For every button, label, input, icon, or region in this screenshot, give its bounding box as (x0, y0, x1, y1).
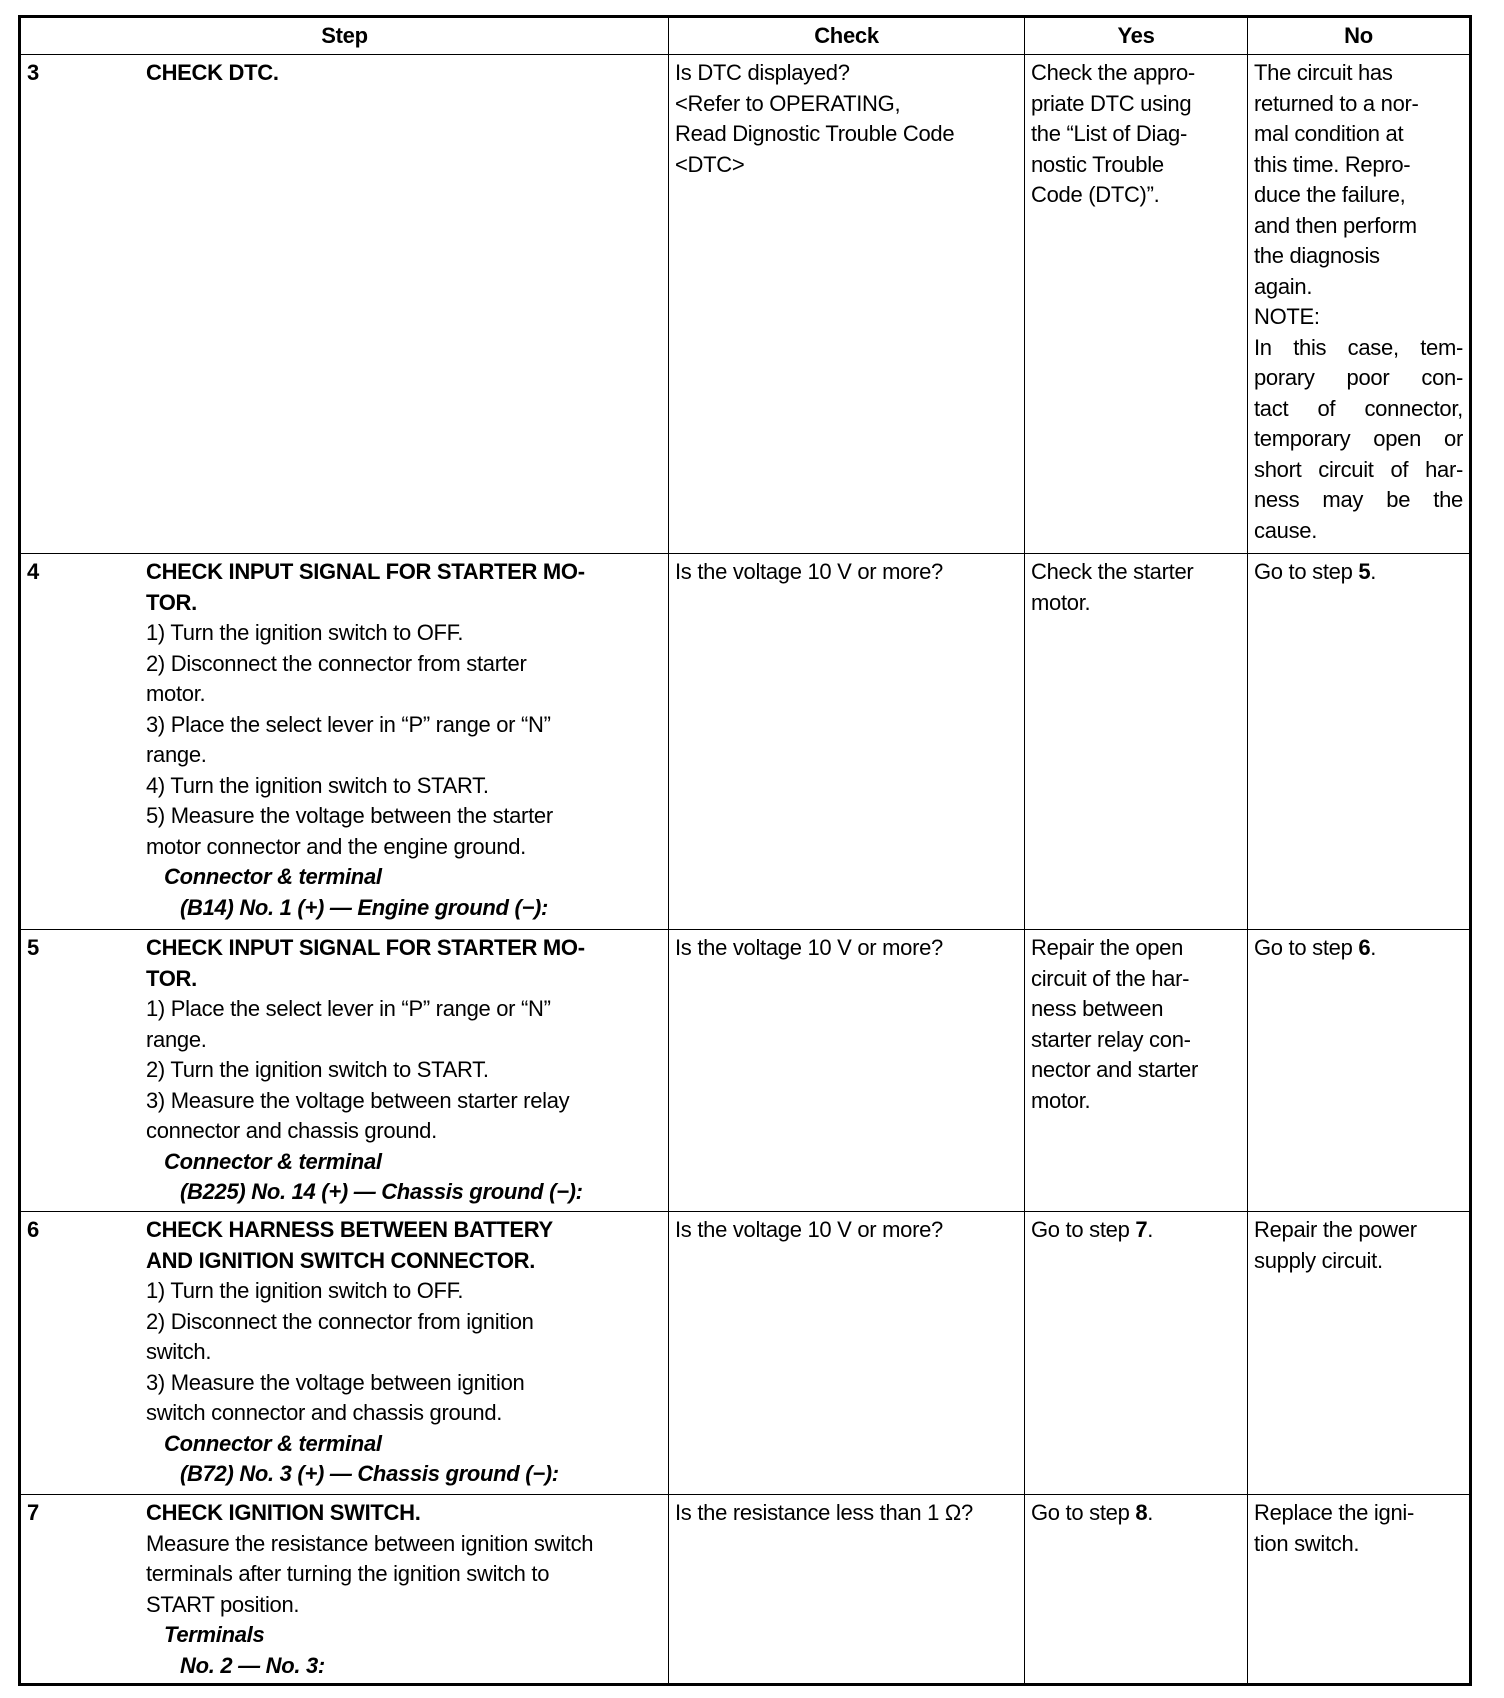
step-row-5 (20, 930, 1471, 1212)
step-number: 5 (27, 935, 39, 960)
note-text: temporary open or (1254, 426, 1463, 451)
no-cell (1248, 554, 1471, 930)
step-instruction: 2) Disconnect the connector from starter (146, 650, 527, 676)
step-link[interactable]: 8 (1135, 1500, 1148, 1525)
step-instruction: 3) Measure the voltage between starter relay (146, 1087, 570, 1113)
step-title: CHECK IGNITION SWITCH. (146, 1500, 421, 1525)
step-number: 7 (27, 1500, 39, 1525)
step-instruction: range. (146, 1026, 207, 1052)
step-instruction: range. (146, 742, 207, 767)
step-title: CHECK DTC. (146, 60, 279, 85)
no-action: Replace the igni- (1254, 1500, 1414, 1525)
no-action: supply circuit. (1254, 1247, 1383, 1273)
note-text: tact of connector, (1254, 395, 1463, 421)
no-action: Repair the power (1254, 1217, 1417, 1242)
yes-action: circuit of the har- (1031, 965, 1190, 991)
check-cell (669, 55, 1025, 554)
step-instruction: Measure the resistance between ignition switch (146, 1530, 594, 1556)
step-instruction: 5) Measure the voltage between the starter (146, 803, 553, 828)
step-instruction: connector and chassis ground. (146, 1118, 437, 1143)
spec-value: (B14) No. 1 (+) — Engine ground (−): (180, 894, 549, 920)
step-instruction: START position. (146, 1591, 300, 1617)
diagnostic-table (18, 15, 1472, 1686)
spec-value: (B225) No. 14 (+) — Chassis ground (−): (180, 1179, 583, 1204)
header-row (20, 17, 1471, 55)
check-question: Is the voltage 10 V or more? (675, 1217, 943, 1242)
step-instruction: motor connector and the engine ground. (146, 833, 526, 859)
yes-action: motor. (1031, 1087, 1091, 1113)
step-instruction: terminals after turning the ignition switch to (146, 1561, 550, 1586)
no-action: returned to a nor- (1254, 90, 1419, 116)
step-title: AND IGNITION SWITCH CONNECTOR. (146, 1247, 536, 1273)
note-text: short circuit of har- (1254, 456, 1463, 482)
note-label: NOTE: (1254, 304, 1320, 329)
no-cell (1248, 1212, 1471, 1495)
yes-action: Check the appro- (1031, 60, 1195, 85)
yes-action: motor. (1031, 589, 1091, 615)
spec-value: (B72) No. 3 (+) — Chassis ground (−): (180, 1461, 559, 1486)
step-instruction: 3) Measure the voltage between ignition (146, 1369, 525, 1395)
step-link[interactable]: 5 (1358, 559, 1371, 584)
spec-label: Connector & terminal (164, 1430, 382, 1456)
step-row-7 (20, 1495, 1471, 1685)
spec-label: Connector & terminal (164, 864, 382, 889)
header-step: Step (20, 17, 669, 55)
no-cell (1248, 1495, 1471, 1685)
yes-cell (1025, 55, 1248, 554)
step-cell (20, 930, 669, 1212)
step-title: TOR. (146, 965, 197, 991)
yes-action: priate DTC using (1031, 90, 1192, 116)
no-action: mal condition at (1254, 121, 1404, 146)
no-action: this time. Repro- (1254, 151, 1411, 177)
header-no: No (1248, 17, 1471, 55)
no-action: Go to step 5. (1254, 559, 1377, 584)
check-cell (669, 554, 1025, 930)
no-cell (1248, 55, 1471, 554)
note-text: cause. (1254, 517, 1318, 543)
yes-action: starter relay con- (1031, 1026, 1191, 1052)
step-instruction: 2) Turn the ignition switch to START. (146, 1057, 489, 1082)
step-title: TOR. (146, 589, 197, 615)
yes-action: Go to step 8. (1031, 1500, 1154, 1525)
yes-action: Code (DTC)”. (1031, 182, 1160, 207)
header-yes: Yes (1025, 17, 1248, 55)
step-row-3 (20, 55, 1471, 554)
step-number: 6 (27, 1217, 39, 1242)
no-cell (1248, 930, 1471, 1212)
check-question: Is the voltage 10 V or more? (675, 559, 943, 584)
step-link[interactable]: 6 (1358, 935, 1371, 960)
check-question: Is the voltage 10 V or more? (675, 935, 943, 960)
no-action: Go to step 6. (1254, 935, 1377, 960)
yes-action: the “List of Diag- (1031, 121, 1188, 146)
spec-label: Connector & terminal (164, 1148, 382, 1174)
note-text: porary poor con- (1254, 365, 1463, 390)
step-cell (20, 554, 669, 930)
step-title: CHECK INPUT SIGNAL FOR STARTER MO- (146, 559, 585, 584)
no-action: again. (1254, 273, 1313, 299)
step-title: CHECK INPUT SIGNAL FOR STARTER MO- (146, 935, 585, 960)
yes-action: nector and starter (1031, 1057, 1199, 1082)
yes-cell (1025, 1212, 1248, 1495)
step-number: 4 (27, 559, 39, 584)
yes-cell (1025, 554, 1248, 930)
no-action: duce the failure, (1254, 182, 1406, 207)
step-instruction: 1) Place the select lever in “P” range or “N” (146, 996, 551, 1021)
yes-cell (1025, 1495, 1248, 1685)
yes-action: ness between (1031, 996, 1164, 1021)
no-action: The circuit has (1254, 60, 1393, 85)
no-action: and then perform (1254, 212, 1417, 238)
step-instruction: 4) Turn the ignition switch to START. (146, 772, 489, 798)
step-instruction: motor. (146, 681, 206, 706)
step-instruction: 1) Turn the ignition switch to OFF. (146, 1278, 464, 1303)
check-question: Is the resistance less than 1 Ω? (675, 1500, 973, 1525)
note-text: In this case, tem- (1254, 334, 1463, 360)
check-question: <DTC> (675, 151, 745, 177)
yes-action: Repair the open (1031, 935, 1184, 960)
spec-label: Terminals (164, 1622, 265, 1647)
step-link[interactable]: 7 (1135, 1217, 1148, 1242)
check-question: <Refer to OPERATING, (675, 90, 901, 116)
check-question: Read Dignostic Trouble Code (675, 121, 955, 146)
yes-action: nostic Trouble (1031, 151, 1164, 177)
step-cell (20, 1212, 669, 1495)
no-action: the diagnosis (1254, 243, 1380, 268)
check-question: Is DTC displayed? (675, 60, 850, 85)
check-cell (669, 1495, 1025, 1685)
step-cell (20, 1495, 669, 1685)
yes-cell (1025, 930, 1248, 1212)
step-row-6 (20, 1212, 1471, 1495)
step-row-4 (20, 554, 1471, 930)
step-instruction: 1) Turn the ignition switch to OFF. (146, 620, 464, 645)
spec-value: No. 2 — No. 3: (180, 1652, 325, 1678)
yes-action: Check the starter (1031, 559, 1194, 584)
check-cell (669, 1212, 1025, 1495)
step-instruction: 3) Place the select lever in “P” range or “N” (146, 711, 551, 737)
check-cell (669, 930, 1025, 1212)
step-title: CHECK HARNESS BETWEEN BATTERY (146, 1217, 553, 1242)
step-number: 3 (27, 60, 39, 85)
header-check: Check (669, 17, 1025, 55)
step-instruction: switch. (146, 1339, 212, 1364)
yes-action: Go to step 7. (1031, 1217, 1154, 1242)
step-instruction: switch connector and chassis ground. (146, 1400, 503, 1425)
step-instruction: 2) Disconnect the connector from ignition (146, 1308, 534, 1334)
no-action: tion switch. (1254, 1530, 1360, 1556)
note-text: ness may be the (1254, 487, 1463, 512)
step-cell (20, 55, 669, 554)
